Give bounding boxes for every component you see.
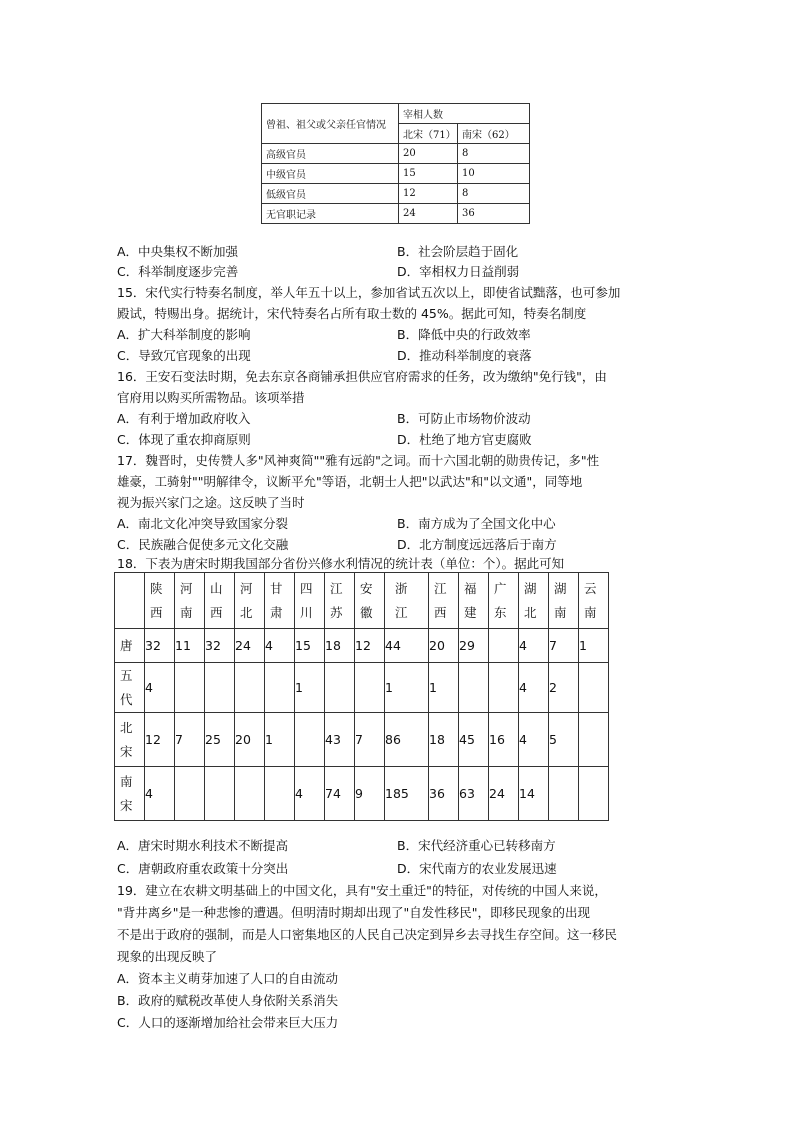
cell: 86 (385, 713, 429, 767)
cell (235, 663, 265, 713)
cell (325, 663, 355, 713)
q15-option-d: D．推动科举制度的衰落 (397, 348, 532, 363)
cell: 185 (385, 767, 429, 821)
cell: 24 (489, 767, 519, 821)
province-header: 浙江 (395, 580, 408, 620)
cell (295, 713, 325, 767)
cell (175, 767, 205, 821)
cell: 4 (519, 713, 549, 767)
q15-option-b: B．降低中央的行政效率 (397, 327, 531, 342)
era-label: 五代 (120, 667, 133, 707)
cell: 5 (549, 713, 579, 767)
q19-text-1: 19．建立在农耕文明基础上的中国文化，具有"安土重迁"的特征，对传统的中国人来说， (117, 883, 607, 898)
cell: 63 (459, 767, 489, 821)
cell: 7 (175, 713, 205, 767)
table-row (262, 184, 530, 204)
q18-option-b: B．宋代经济重心已转移南方 (397, 838, 556, 853)
province-header: 湖南 (554, 580, 567, 620)
province-header: 福建 (464, 580, 477, 620)
cell: 15 (295, 629, 325, 663)
cell: 4 (265, 629, 295, 663)
q17-text-3: 视为振兴家门之途。这反映了当时 (117, 495, 305, 510)
cell: 20 (429, 629, 459, 663)
cell: 1 (295, 663, 325, 713)
era-label: 南宋 (120, 773, 133, 813)
cell: 20 (399, 144, 458, 164)
q18-option-d: D．宋代南方的农业发展迅速 (397, 861, 557, 876)
q19-text-3: 不是出于政府的强制，而是人口密集地区的人民自己决定到异乡去寻找生存空间。这一移民 (117, 927, 618, 942)
q19-option-b: B．政府的赋税改革使人身依附关系消失 (117, 993, 339, 1008)
q19-option-a: A．资本主义萌芽加速了人口的自由流动 (117, 971, 339, 986)
cell: 18 (429, 713, 459, 767)
cell: 25 (205, 713, 235, 767)
q17-text-1: 17．魏晋时，史传赞人多"风神爽简""雅有远韵"之词。而十六国北朝的勋贵传记，多"性 (117, 453, 600, 468)
q17-option-a: A．南北文化冲突导致国家分裂 (117, 516, 289, 531)
q17-option-d: D．北方制度远远落后于南方 (397, 537, 557, 552)
province-header: 河南 (180, 580, 193, 620)
q15-text-2: 殿试，特赐出身。据统计，宋代特奏名占所有取士数的 45%。据此可知，特奏名制度 (117, 306, 587, 321)
cell: 74 (325, 767, 355, 821)
row-label: 中级官员 (262, 164, 399, 184)
q16-text-2: 官府用以购买所需物品。该项举措 (117, 390, 305, 405)
q19-option-c: C．人口的逐渐增加给社会带来巨大压力 (117, 1015, 339, 1030)
province-header: 广东 (494, 580, 507, 620)
province-header: 安徽 (360, 580, 373, 620)
q19-text-4: 现象的出现反映了 (117, 949, 218, 964)
cell: 4 (145, 663, 175, 713)
cell (579, 767, 609, 821)
cell (355, 663, 385, 713)
q17-text-2: 雄豪，工骑射""明解律令，议断平允"等语，北朝士人把"以武达"和"以文通"，同等地 (117, 474, 583, 489)
q15-option-c: C．导致冗官现象的出现 (117, 348, 251, 363)
cell: 43 (325, 713, 355, 767)
cell (235, 767, 265, 821)
cell: 4 (145, 767, 175, 821)
cell: 12 (145, 713, 175, 767)
cell: 24 (399, 204, 458, 224)
col-south-song: 南宋（62） (458, 124, 530, 144)
cell: 1 (429, 663, 459, 713)
province-header: 江苏 (330, 580, 343, 620)
cell (489, 663, 519, 713)
table-header-row (115, 573, 609, 629)
cell (459, 663, 489, 713)
cell: 10 (458, 164, 530, 184)
cell: 20 (235, 713, 265, 767)
table-row (262, 164, 530, 184)
cell: 24 (235, 629, 265, 663)
table-row (262, 204, 530, 224)
province-header: 山西 (210, 580, 223, 620)
cell: 45 (459, 713, 489, 767)
q16-option-b: B．可防止市场物价波动 (397, 411, 531, 426)
cell (265, 767, 295, 821)
q14-option-b: B．社会阶层趋于固化 (397, 244, 519, 259)
q16-option-d: D．杜绝了地方官吏腐败 (397, 432, 532, 447)
col-north-song: 北宋（71） (399, 124, 458, 144)
cell: 32 (205, 629, 235, 663)
q16-option-a: A．有利于增加政府收入 (117, 411, 251, 426)
q16-option-c: C．体现了重农抑商原则 (117, 432, 251, 447)
cell: 7 (549, 629, 579, 663)
q18-option-c: C．唐朝政府重农政策十分突出 (117, 861, 289, 876)
cell: 1 (579, 629, 609, 663)
q18-text-1: 18．下表为唐宋时期我国部分省份兴修水利情况的统计表（单位：个）。据此可知 (117, 556, 565, 571)
table-row (115, 629, 609, 663)
cell: 29 (459, 629, 489, 663)
era-label: 北宋 (120, 719, 133, 759)
table-row (115, 767, 609, 821)
province-header: 江西 (434, 580, 447, 620)
cell: 4 (519, 663, 549, 713)
table-row (115, 713, 609, 767)
cell (205, 767, 235, 821)
cell: 44 (385, 629, 429, 663)
province-header: 甘肃 (270, 580, 283, 620)
cell: 2 (549, 663, 579, 713)
cell: 4 (295, 767, 325, 821)
cell (175, 663, 205, 713)
cell (579, 663, 609, 713)
row-label: 低级官员 (262, 184, 399, 204)
cell (579, 713, 609, 767)
table-row (262, 144, 530, 164)
province-header: 湖北 (524, 580, 537, 620)
cell (265, 663, 295, 713)
q15-option-a: A．扩大科举制度的影响 (117, 327, 251, 342)
officials-table (261, 103, 530, 224)
table-header-label: 曾祖、祖父或父亲任官情况 (262, 104, 399, 144)
cell: 12 (355, 629, 385, 663)
cell: 7 (355, 713, 385, 767)
cell: 32 (145, 629, 175, 663)
cell: 1 (265, 713, 295, 767)
cell: 36 (429, 767, 459, 821)
row-label: 无官职记录 (262, 204, 399, 224)
q14-option-c: C．科举制度逐步完善 (117, 264, 239, 279)
province-header: 陕西 (150, 580, 163, 620)
cell: 11 (175, 629, 205, 663)
q17-option-b: B．南方成为了全国文化中心 (397, 516, 556, 531)
province-header: 河北 (240, 580, 253, 620)
cell: 9 (355, 767, 385, 821)
cell: 8 (458, 144, 530, 164)
cell (205, 663, 235, 713)
province-header: 四川 (300, 580, 313, 620)
table-group-header: 宰相人数 (399, 104, 530, 124)
cell: 16 (489, 713, 519, 767)
row-label: 高级官员 (262, 144, 399, 164)
q16-text-1: 16．王安石变法时期，免去东京各商铺承担供应官府需求的任务，改为缴纳"免行钱"，由 (117, 369, 607, 384)
cell: 14 (519, 767, 549, 821)
cell: 12 (399, 184, 458, 204)
cell (549, 767, 579, 821)
q19-text-2: "背井离乡"是一种悲惨的遭遇。但明清时期却出现了"自发性移民"，即移民现象的出现 (117, 905, 590, 920)
cell: 36 (458, 204, 530, 224)
q18-option-a: A．唐宋时期水利技术不断提高 (117, 838, 289, 853)
q17-option-c: C．民族融合促使多元文化交融 (117, 537, 289, 552)
table-row (115, 663, 609, 713)
cell: 8 (458, 184, 530, 204)
q15-text-1: 15．宋代实行特奏名制度，举人年五十以上，参加省试五次以上，即使省试黜落，也可参加 (117, 285, 621, 300)
irrigation-table (114, 572, 609, 821)
q14-option-d: D．宰相权力日益削弱 (397, 264, 520, 279)
cell: 15 (399, 164, 458, 184)
cell: 4 (519, 629, 549, 663)
cell (489, 629, 519, 663)
province-header: 云南 (584, 580, 597, 620)
era-label: 唐 (120, 637, 133, 653)
q14-option-a: A．中央集权不断加强 (117, 244, 239, 259)
cell: 18 (325, 629, 355, 663)
cell: 1 (385, 663, 429, 713)
